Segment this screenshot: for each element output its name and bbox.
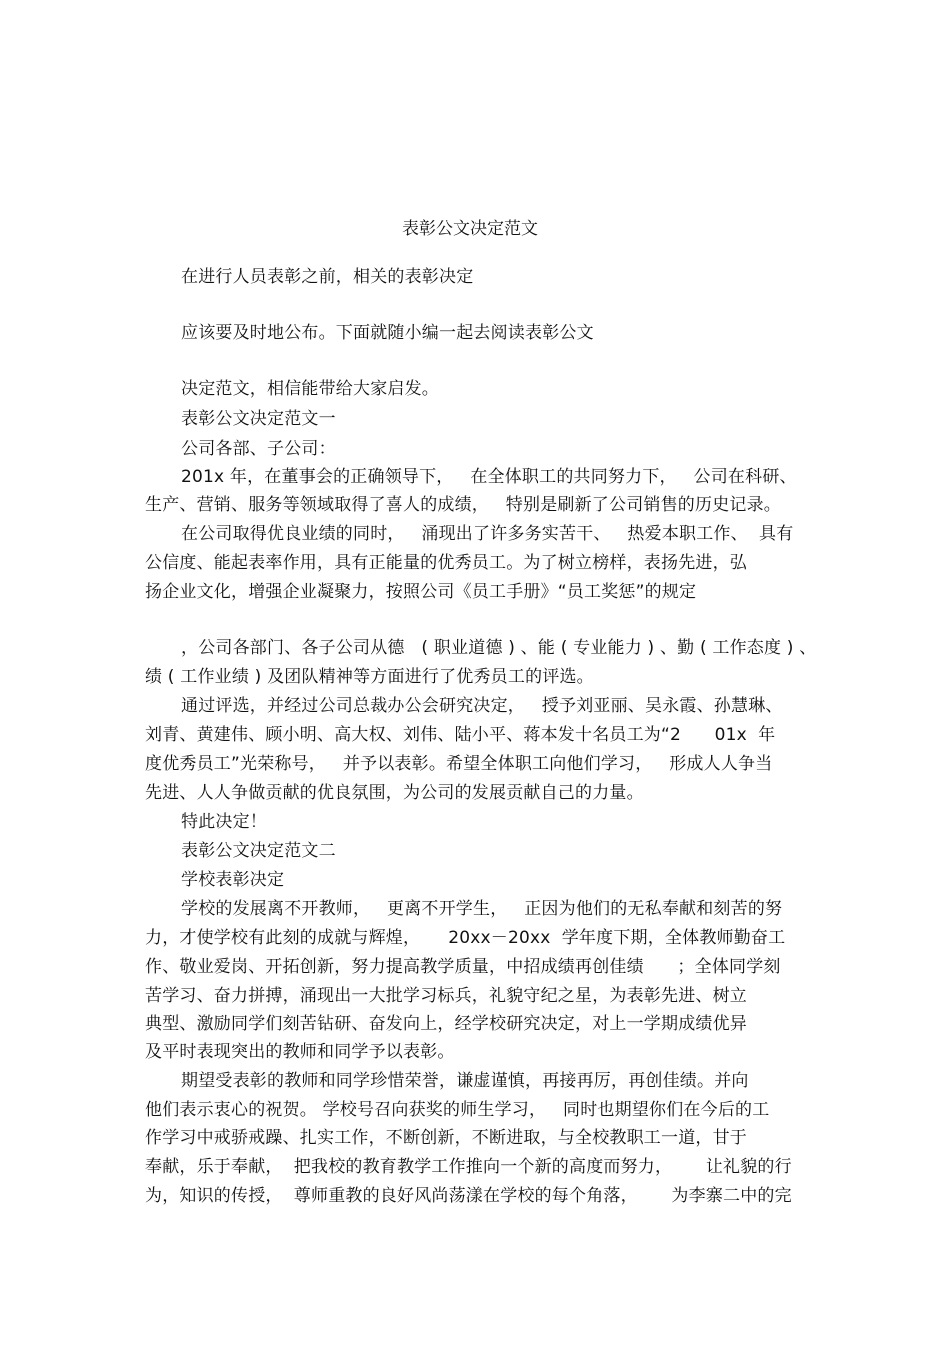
paragraph-line: 扬企业文化，增强企业凝聚力，按照公司《员工手册》“员工奖惩”的规定: [145, 582, 697, 602]
paragraph-line: 期望受表彰的教师和同学珍惜荣誉，谦虚谨慎，再接再厉，再创佳绩。并向: [181, 1071, 749, 1091]
section-heading: 表彰公文决定范文二: [181, 841, 336, 861]
paragraph-line: 生产、营销、服务等领域取得了喜人的成绩， 特别是刷新了公司销售的历史记录。: [145, 495, 782, 515]
paragraph-line: 刘青、黄建伟、顾小明、高大权、刘伟、陆小平、蒋本发十名员工为“2 01x 年: [145, 725, 776, 745]
paragraph-line: 度优秀员工”光荣称号， 并予以表彰。希望全体职工向他们学习， 形成人人争当: [145, 754, 773, 774]
paragraph-line: 他们表示衷心的祝贺。 学校号召向获奖的师生学习， 同时也期望你们在今后的工: [145, 1100, 770, 1120]
paragraph-line: ，公司各部门、各子公司从德 ( 职业道德 ) 、能 ( 专业能力 ) 、勤 ( 工作态度 ) 、: [181, 638, 817, 658]
paragraph-line: 绩 ( 工作业绩 ) 及团队精神等方面进行了优秀员工的评选。: [145, 667, 594, 687]
paragraph-line: 通过评选，并经过公司总裁办公会研究决定， 授予刘亚丽、吴永霞、孙慧琳、: [181, 696, 783, 716]
paragraph-line: 在公司取得优良业绩的同时， 涌现出了许多务实苦干、 热爱本职工作、 具有: [181, 524, 794, 544]
paragraph-line: 作、敬业爱岗、开拓创新，努力提高教学质量，中招成绩再创佳绩 ；全体同学刻: [145, 957, 781, 977]
section-heading: 表彰公文决定范文一: [181, 409, 336, 429]
paragraph-line: 作学习中戒骄戒躁、扎实工作，不断创新，不断进取，与全校教职工一道，甘于: [145, 1128, 747, 1148]
paragraph-line: 力，才使学校有此刻的成就与辉煌， 20xx－20xx 学年度下期，全体教师勤奋工: [145, 928, 786, 948]
paragraph-line: 为，知识的传授， 尊师重教的良好风尚荡漾在学校的每个角落， 为李寨二中的完: [145, 1186, 792, 1206]
document-title: 表彰公文决定范文: [402, 219, 538, 239]
salutation: 公司各部、子公司：: [181, 439, 336, 459]
paragraph-line: 决定范文，相信能带给大家启发。: [181, 379, 439, 399]
paragraph-line: 奉献，乐于奉献， 把我校的教育教学工作推向一个新的高度而努力， 让礼貌的行: [145, 1157, 792, 1177]
paragraph-line: 学校的发展离不开教师， 更离不开学生， 正因为他们的无私奉献和刻苦的努: [181, 899, 783, 919]
subheading: 学校表彰决定: [181, 870, 285, 890]
paragraph-line: 在进行人员表彰之前，相关的表彰决定: [181, 267, 474, 287]
paragraph-line: 应该要及时地公布。下面就随小编一起去阅读表彰公文: [181, 323, 594, 343]
paragraph-line: 公信度、能起表率作用，具有正能量的优秀员工。为了树立榜样，表扬先进，弘: [145, 553, 747, 573]
paragraph-line: 典型、激励同学们刻苦钻研、奋发向上，经学校研究决定，对上一学期成绩优异: [145, 1014, 747, 1034]
paragraph-line: 及平时表现突出的教师和同学予以表彰。: [145, 1042, 455, 1062]
paragraph-line: 201x 年，在董事会的正确领导下， 在全体职工的共同努力下， 公司在科研、: [181, 467, 797, 487]
paragraph-line: 苦学习、奋力拼搏，涌现出一大批学习标兵，礼貌守纪之星，为表彰先进、树立: [145, 986, 747, 1006]
paragraph-line: 先进、人人争做贡献的优良氛围，为公司的发展贡献自己的力量。: [145, 783, 644, 803]
closing-line: 特此决定！: [181, 812, 267, 832]
